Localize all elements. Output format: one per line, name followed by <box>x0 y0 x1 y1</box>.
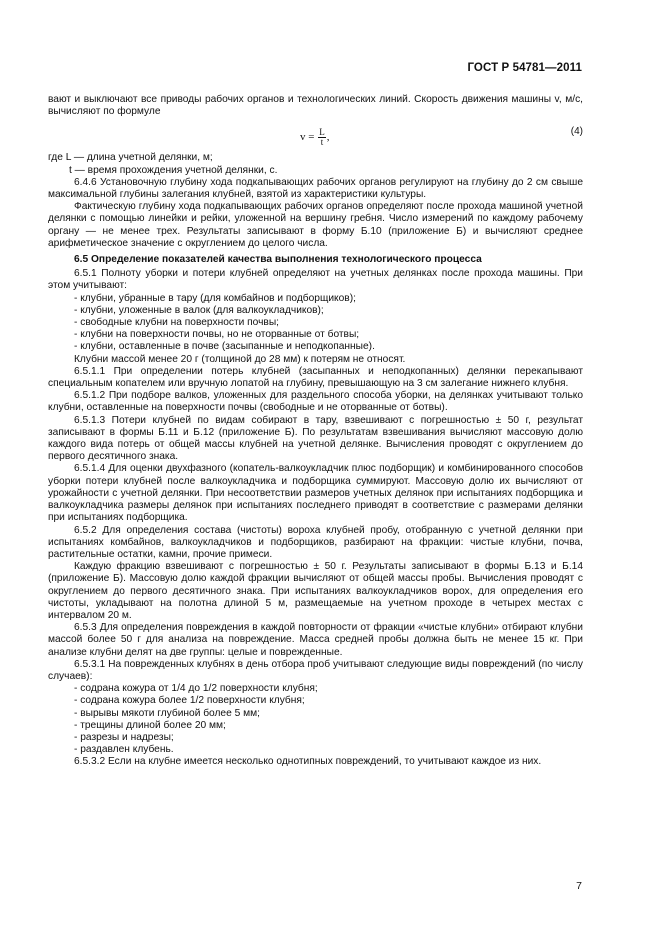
list-item: - клубни, убранные в тару (для комбайнов и подборщиков); <box>74 292 356 304</box>
document-body <box>48 94 583 769</box>
paragraph-6-5-1-2: 6.5.1.2 При подборе валков, уложенных для раздельного способа уборки, на делянках учитывают только клубни, оставленные на поверхности почвы (свободные и не оторванные от ботвы). <box>48 390 583 414</box>
paragraph-6-4-6: 6.4.6 Установочную глубину хода подкапывающих рабочих органов регулируют на глубину до 2 см свыше максимальной глубины залегания клубней, взятой из характеристики культуры. <box>48 176 583 201</box>
list-item: - раздавлен клубень. <box>74 744 174 756</box>
formula-tail: , <box>326 131 330 144</box>
list-item: - клубни, уложенные в валок (для валкоукладчиков); <box>74 304 324 316</box>
list-item: - трещины длиной более 20 мм; <box>74 719 226 731</box>
paragraph-6-5-1-4: 6.5.1.4 Для оценки двухфазного (копатель-валкоукладчик плюс подборщик) и комбинированного способов уборки потери клубней после валкоукладчика и подборщика суммируют. Массовую долю их вычисляют от урожайности с учетной делянки. При несоответствии размеров учетных делянок при испытаниях подборщика и валкоукладчика размеры делянок при испытаниях последнего приводят в соответствие с размерами делянки при испытаниях подборщика. <box>48 463 583 524</box>
paragraph-fraction-weighing: Каждую фракцию взвешивают с погрешностью ± 50 г. Результаты записывают в формы Б.13 и Б.14 (приложение Б). Массовую долю каждой фракции вычисляют от общей массы пробы. Вычисления проводят с округлением до первого десятичного знака. При испытаниях валкоукладчиков ворох, для определения его чистоты, укладывают на полотна длиной 5 м, размещаемые на учетном проходе в четырех местах с интервалом 20 м. <box>48 561 583 621</box>
paragraph-min-mass: Клубни массой менее 20 г (толщиной до 28 мм) к потерям не относят. <box>74 353 406 365</box>
paragraph-6-5-2: 6.5.2 Для определения состава (чистоты) вороха клубней пробу, отобранную с учетной делянки при испытаниях комбайнов, валкоукладчиков и подборщиков, разбирают на фракции: чистые клубни, почва, растительные остатки, камни, прочие примеси. <box>48 524 583 560</box>
paragraph-6-5-3: 6.5.3 Для определения повреждения в каждой повторности от фракции «чистые клубни» отбирают клубни массой более 50 г для анализа на повреждение. Масса средней пробы должна быть не менее 15 кг. При анализе клубни делят на две группы: целые и поврежденные. <box>48 622 583 658</box>
paragraph-6-5-1-3: 6.5.1.3 Потери клубней по видам собирают в тару, взвешивают с погрешностью ± 50 г, результат записывают в формы Б.11 и Б.12 (приложение Б). По результатам взвешивания вычисляют массовую долю каждого вида потерь от общей массы клубней на учетной делянке. Вычисления проводят с округлением до первого десятичного знака. <box>48 414 583 463</box>
list-item: - вырывы мякоти глубиной более 5 мм; <box>74 707 260 719</box>
list-item: - содрана кожура более 1/2 поверхности клубня; <box>74 695 305 707</box>
formula-lhs: v <box>300 131 306 144</box>
page-number: 7 <box>576 880 582 892</box>
paragraph-6-5-3-2: 6.5.3.2 Если на клубне имеется несколько однотипных повреждений, то учитывают каждое из них. <box>74 756 542 768</box>
formula-equals: = <box>308 131 315 144</box>
formula-numerator: L <box>319 127 325 138</box>
paragraph-actual-depth: Фактическую глубину хода подкапывающих рабочих органов определяют после прохода машиной учетной делянки с помощью линейки и рейки, уложенной на вершину гребня. Число измерений по каждому рабочему органу — не менее трех. Результаты записывают в форму Б.10 (приложение Б) и вычисляют среднее арифметическое значение с округлением до целого числа. <box>48 201 583 249</box>
paragraph-6-5-1-1: 6.5.1.1 При определении потерь клубней (засыпанных и неподкопанных) делянки перекапывают специальным копателем или вручную лопатой на глубину, превышающую на 3 см залегание нижнего клубня. <box>48 365 583 390</box>
paragraph-6-5-1: 6.5.1 Полноту уборки и потери клубней определяют на учетных делянках после прохода машины. При этом учитывают: <box>48 268 583 292</box>
formula-denominator: t <box>320 137 324 148</box>
list-item: - клубни на поверхности почвы, но не оторванные от ботвы; <box>74 329 360 341</box>
formula-expression <box>300 128 329 147</box>
where-t: t — время прохождения учетной делянки, с. <box>69 164 278 176</box>
where-l: где L — длина учетной делянки, м; <box>48 152 213 164</box>
list-item: - разрезы и надрезы; <box>74 731 174 743</box>
document-header-title: ГОСТ Р 54781—2011 <box>467 62 582 74</box>
list-item: - свободные клубни на поверхности почвы; <box>74 317 279 329</box>
list-item: - содрана кожура от 1/4 до 1/2 поверхности клубня; <box>74 683 318 695</box>
section-heading-6-5: 6.5 Определение показателей качества выполнения технологического процесса <box>74 254 482 266</box>
list-item: - клубни, оставленные в почве (засыпанные и неподкопанные). <box>74 341 375 353</box>
formula-4 <box>48 120 583 148</box>
formula-fraction <box>318 128 326 147</box>
paragraph-6-5-3-1: 6.5.3.1 На поврежденных клубнях в день отбора проб учитывают следующие виды повреждений (по числу случаев): <box>48 658 583 682</box>
formula-number: (4) <box>570 126 583 138</box>
paragraph-speed-intro: вают и выключают все приводы рабочих органов и технологических линий. Скорость движения машины v, м/с, вычисляют по формуле <box>48 94 583 118</box>
